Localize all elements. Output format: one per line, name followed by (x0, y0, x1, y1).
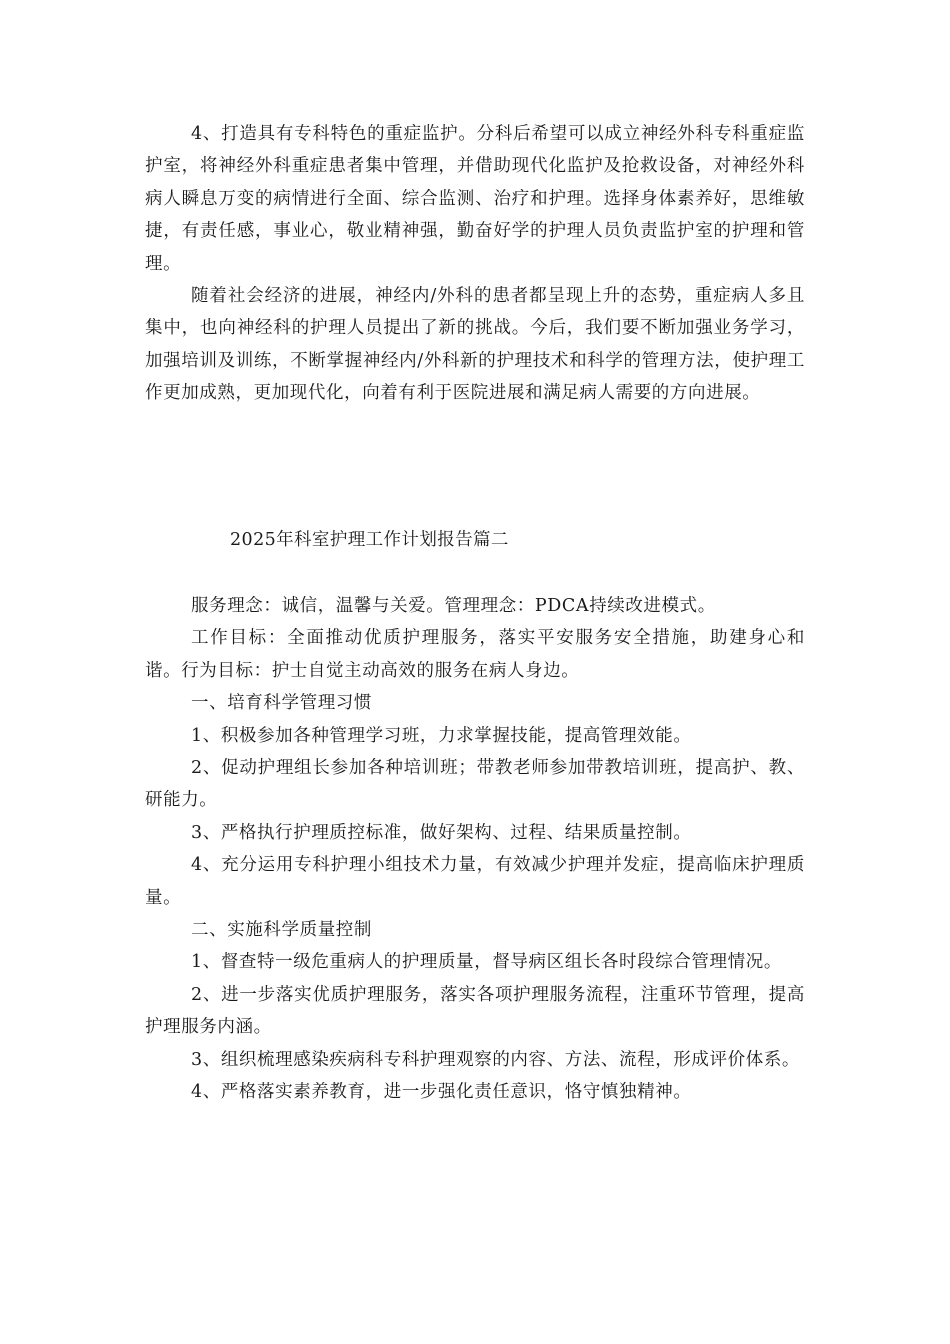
list-item: 4、严格落实素养教育，进一步强化责任意识，恪守慎独精神。 (191, 1082, 692, 1103)
list-item: 1、督查特一级危重病人的护理质量，督导病区组长各时段综合管理情况。 (191, 952, 782, 973)
section-one (145, 118, 805, 410)
section-two (145, 590, 805, 1109)
list-item: 4、充分运用专科护理小组技术力量，有效减少护理并发症，提高临床护理质量。 (145, 855, 805, 908)
list-item: 1、积极参加各种管理学习班，力求掌握技能，提高管理效能。 (191, 725, 692, 746)
list-item: 3、严格执行护理质控标准，做好架构、过程、结果质量控制。 (191, 822, 692, 843)
heading-management-habits: 一、培育科学管理习惯 (191, 693, 372, 714)
paragraph-work-goal: 工作目标：全面推动优质护理服务，落实平安服务安全措施，助建身心和谐。行为目标：护士自觉主动高效的服务在病人身边。 (145, 628, 805, 681)
list-item: 2、进一步落实优质护理服务，落实各项护理服务流程，注重环节管理，提高护理服务内涵。 (145, 984, 805, 1038)
paragraph-specialty-icu: 4、打造具有专科特色的重症监护。分科后希望可以成立神经外科专科重症监护室，将神经外科重症患者集中管理，并借助现代化监护及抢救设备，对神经外科病人瞬息万变的病情进行全面、综合监测、治疗和护理。选择身体素养好，思维敏捷，有责任感，事业心，敬业精神强，勤奋好学的护理人员负责监护室的护理和管理。 (145, 124, 805, 274)
list-item: 2、促动护理组长参加各种培训班；带教老师参加带教培训班，提高护、教、研能力。 (145, 758, 805, 811)
report-title: 2025年科室护理工作计划报告篇二 (230, 530, 509, 550)
list-item: 3、组织梳理感染疾病科专科护理观察的内容、方法、流程，形成评价体系。 (191, 1049, 801, 1070)
heading-quality-control: 二、实施科学质量控制 (191, 920, 372, 941)
paragraph-future-outlook: 随着社会经济的进展，神经内/外科的患者都呈现上升的态势，重症病人多且集中，也向神经科的护理人员提出了新的挑战。今后，我们要不断加强业务学习，加强培训及训练，不断掌握神经内/外科新的护理技术和科学的管理方法，使护理工作更加成熟，更加现代化，向着有利于医院进展和满足病人需要的方向进展。 (145, 286, 805, 404)
paragraph-service-concept: 服务理念：诚信，温馨与关爱。管理理念：PDCA持续改进模式。 (191, 596, 716, 616)
